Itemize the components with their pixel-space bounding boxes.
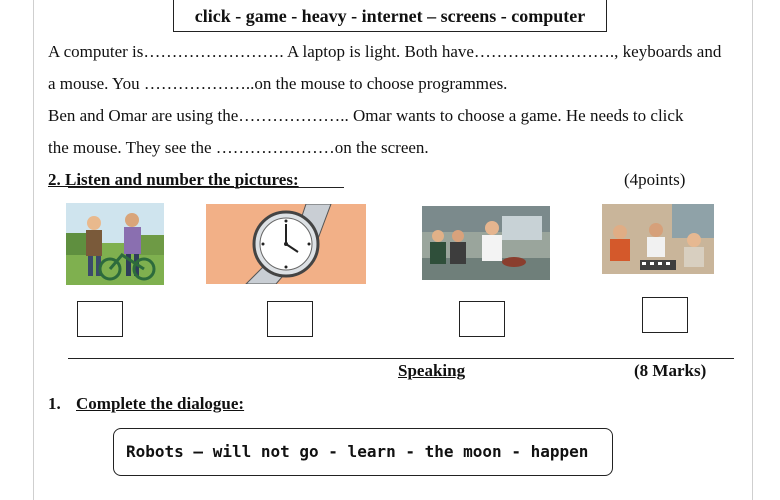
wristwatch-illustration xyxy=(206,204,366,284)
question-1-title: Complete the dialogue: xyxy=(76,394,245,413)
speaking-heading: Speaking xyxy=(398,361,466,380)
question-1-number: 1. xyxy=(48,394,61,413)
paragraph-line-2: a mouse. You ………………..on the mouse to choose programmes. xyxy=(48,74,508,93)
answer-box-4[interactable] xyxy=(642,297,688,333)
boys-on-bicycle-illustration xyxy=(66,203,164,285)
section-2-underline xyxy=(68,187,344,188)
answer-box-2[interactable] xyxy=(267,301,313,337)
answer-box-3[interactable] xyxy=(459,301,505,337)
answer-box-1[interactable] xyxy=(77,301,123,337)
paragraph-line-4: the mouse. They see the …………………on the screen. xyxy=(48,138,429,157)
section-2-title: 2. Listen and number the pictures: xyxy=(48,170,299,189)
speaking-marks: (8 Marks) xyxy=(634,361,707,380)
family-playing-board-game-illustration xyxy=(602,204,714,274)
people-cooking-kitchen-illustration xyxy=(422,206,550,280)
word-bank-box: click - game - heavy - internet – screens - computer xyxy=(173,0,607,32)
section-divider xyxy=(68,358,734,359)
page-left-margin xyxy=(33,0,34,500)
paragraph-line-3: Ben and Omar are using the……………….. Omar wants to choose a game. He needs to click xyxy=(48,106,684,125)
page-right-margin xyxy=(752,0,753,500)
section-2-points: (4points) xyxy=(624,170,686,189)
paragraph-line-1: A computer is……………………. A laptop is light. Both have……………………., keyboards and xyxy=(48,42,722,61)
dialogue-word-bank-box: Robots – will not go - learn - the moon - happen xyxy=(113,428,613,476)
